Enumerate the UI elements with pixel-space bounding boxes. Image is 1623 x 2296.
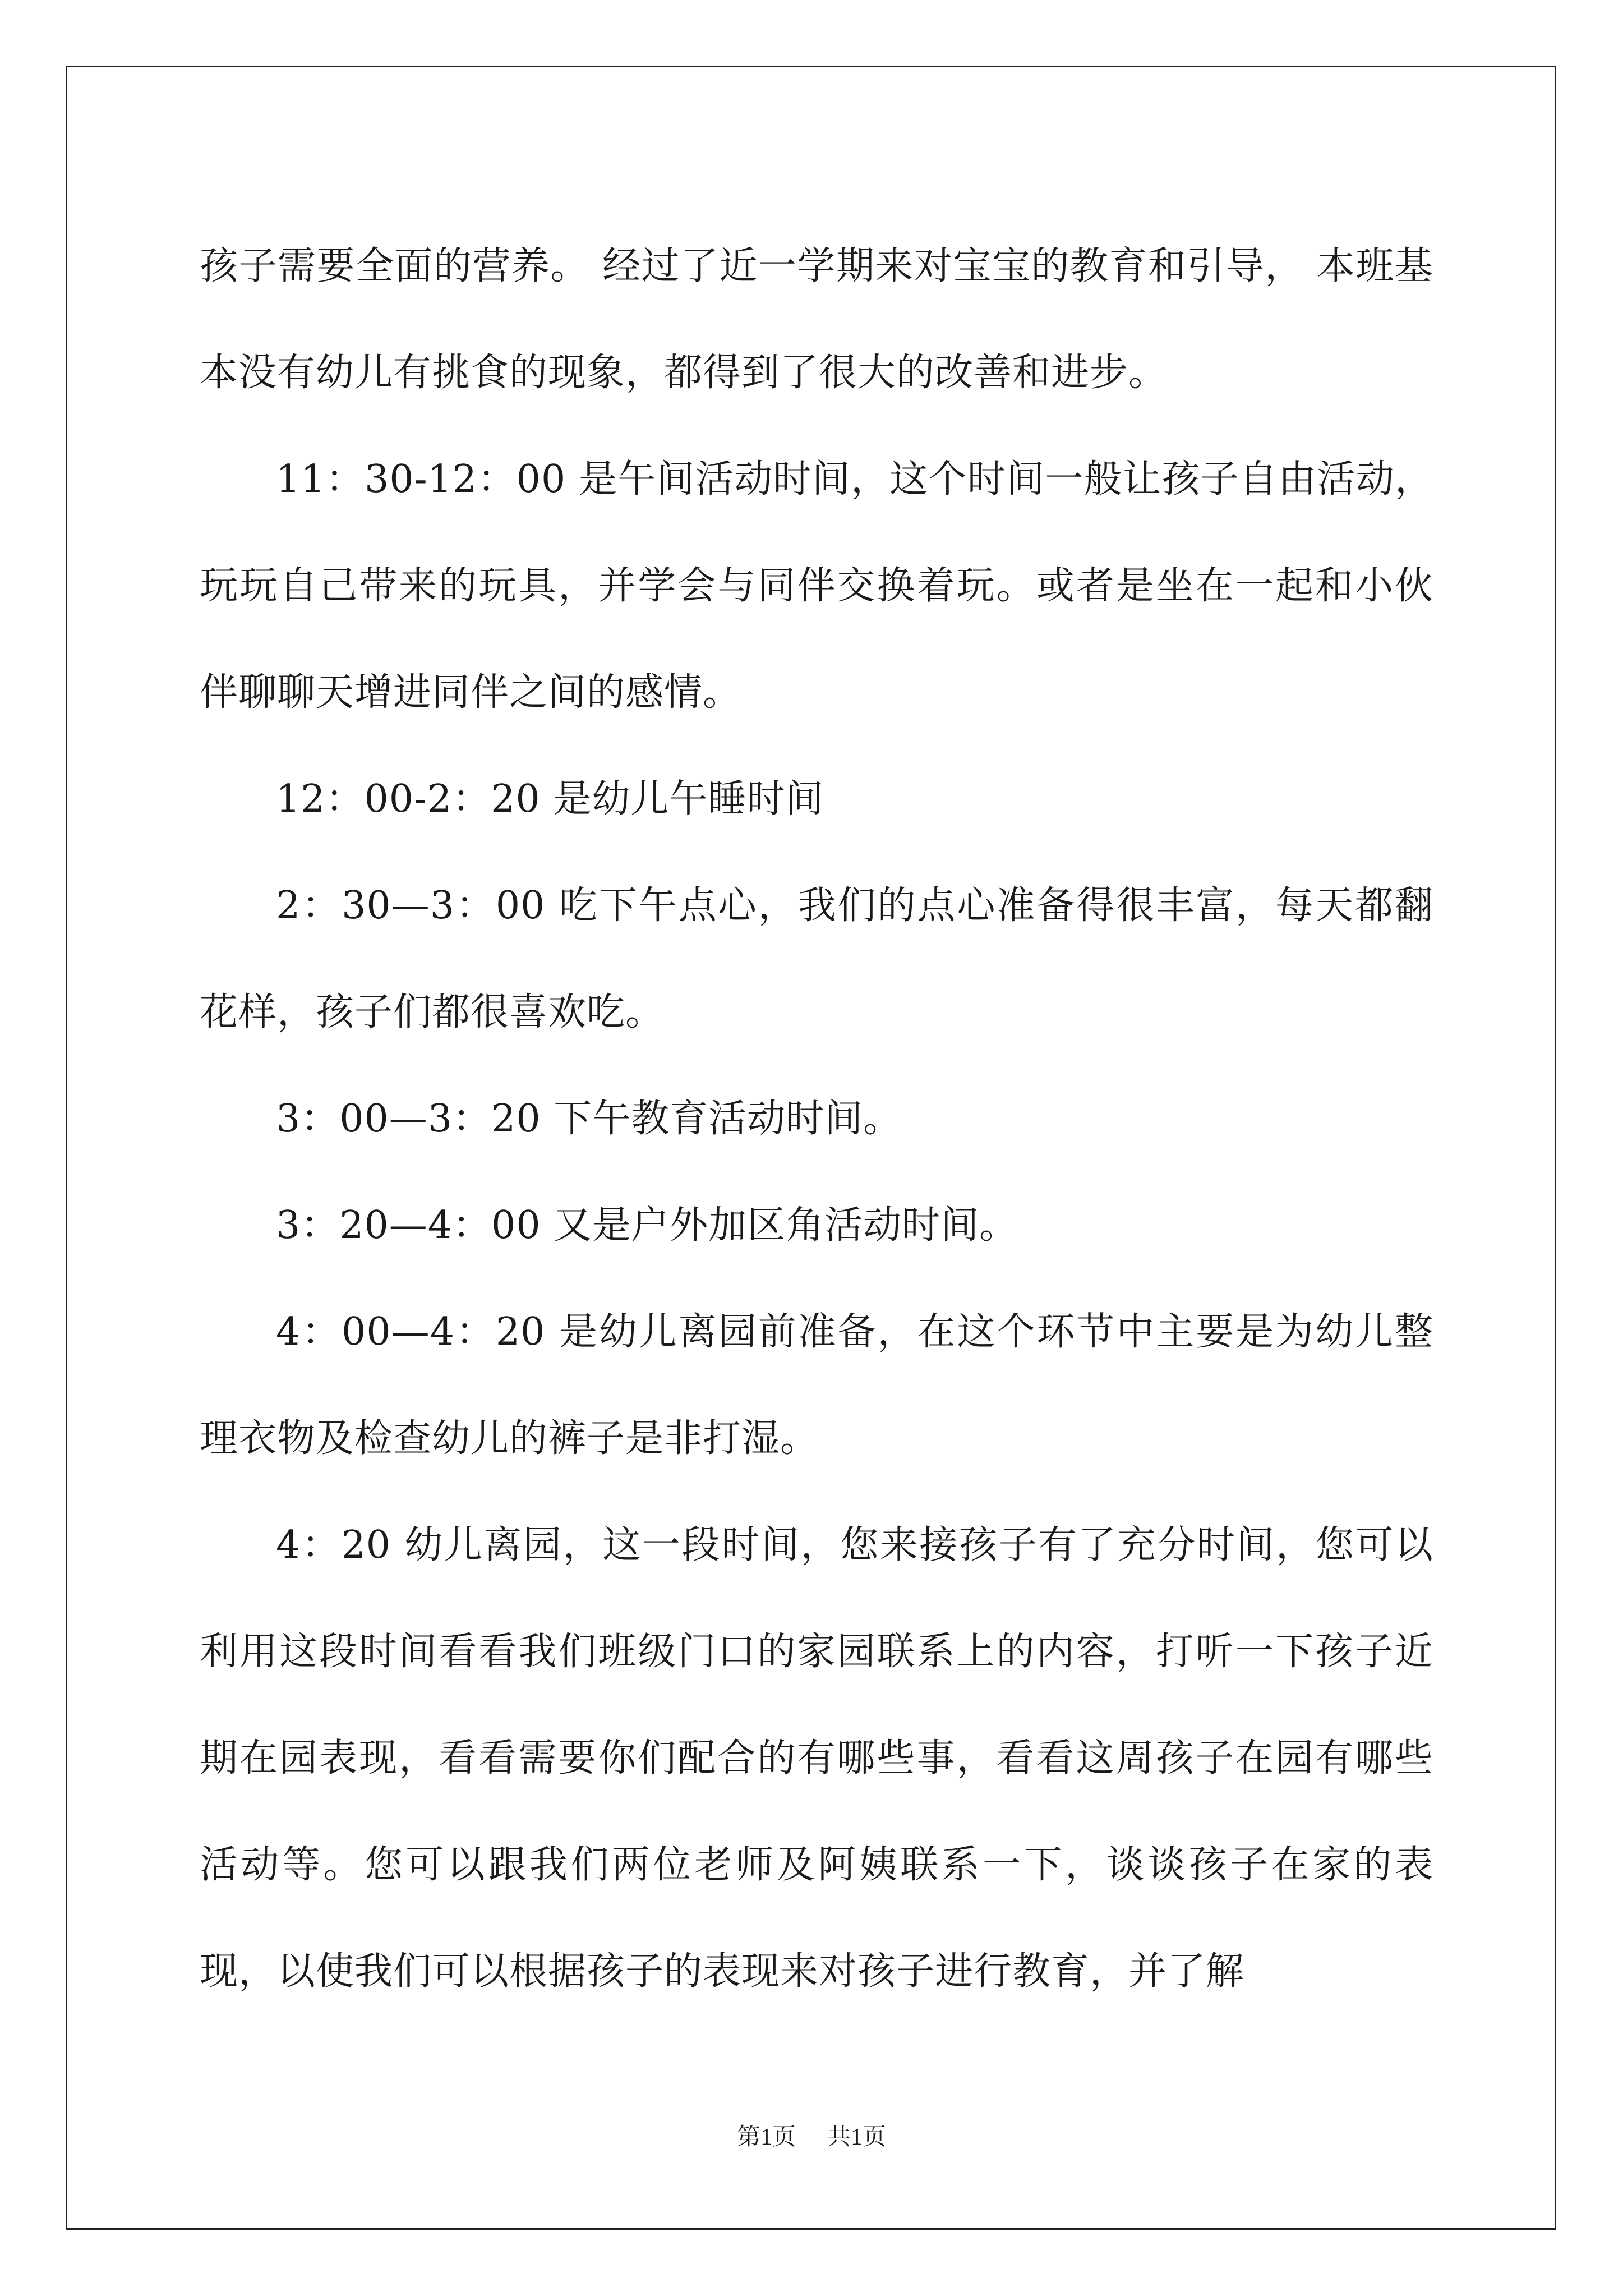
paragraph: 3：00—3：20 下午教育活动时间。 xyxy=(276,1097,902,1141)
paragraph: 3：20—4：00 又是户外加区角活动时间。 xyxy=(276,1203,1018,1248)
page-number: 第1页 xyxy=(736,2124,796,2150)
paragraph: 孩子需要全面的营养。 经过了近一学期来对宝宝的教育和引导， 本班基本没有幼儿有挑食的现象，都得到了很大的改善和进步。 xyxy=(200,244,1433,395)
document-body xyxy=(200,213,1433,2025)
page-total: 共1页 xyxy=(827,2124,887,2150)
page-footer xyxy=(0,2123,1623,2151)
paragraph: 4：20 幼儿离园，这一段时间，您来接孩子有了充分时间，您可以利用这段时间看看我们班级门口的家园联系上的内容，打听一下孩子近期在园表现，看看需要你们配合的有哪些事，看看这周孩子在园有哪些活动等。您可以跟我们两位老师及阿姨联系一下，谈谈孩子在家的表现，以使我们可以根据孩子的表现来对孩子进行教育，并了解 xyxy=(200,1523,1433,1994)
paragraph: 4：00—4：20 是幼儿离园前准备，在这个环节中主要是为幼儿整理衣物及检查幼儿的裤子是非打湿。 xyxy=(200,1310,1433,1461)
paragraph: 11：30-12：00 是午间活动时间，这个时间一般让孩子自由活动，玩玩自己带来的玩具，并学会与同伴交换着玩。或者是坐在一起和小伙伴聊聊天增进同伴之间的感情。 xyxy=(200,457,1433,715)
paragraph: 2：30—3：00 吃下午点心，我们的点心准备得很丰富，每天都翻花样，孩子们都很喜欢吃。 xyxy=(200,884,1433,1034)
paragraph: 12：00-2：20 是幼儿午睡时间 xyxy=(276,777,824,821)
